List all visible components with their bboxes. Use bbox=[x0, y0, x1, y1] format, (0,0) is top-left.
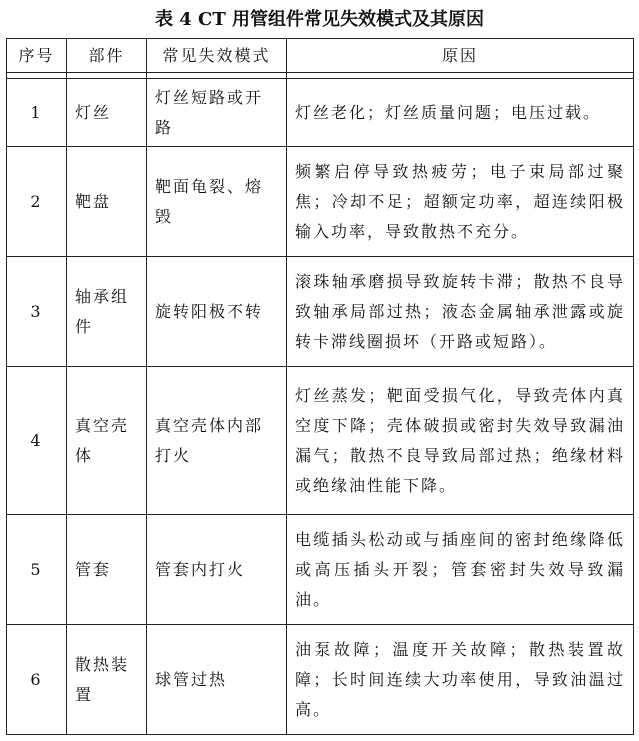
row-no: 6 bbox=[7, 625, 67, 735]
row-mode: 旋转阳极不转 bbox=[147, 257, 287, 367]
row-mode: 球管过热 bbox=[147, 625, 287, 735]
header-part: 部件 bbox=[67, 39, 147, 73]
row-part: 管套 bbox=[67, 515, 147, 625]
row-part: 散热装置 bbox=[67, 625, 147, 735]
table-row bbox=[7, 367, 634, 515]
row-no: 3 bbox=[7, 257, 67, 367]
row-cause: 电缆插头松动或与插座间的密封绝缘降低或高压插头开裂；管套密封失效导致漏油。 bbox=[287, 515, 634, 625]
header-cause: 原因 bbox=[287, 39, 634, 73]
row-mode: 灯丝短路或开路 bbox=[147, 79, 287, 147]
table-row bbox=[7, 257, 634, 367]
table-row bbox=[7, 625, 634, 735]
row-cause: 灯丝蒸发；靶面受损气化，导致壳体内真空度下降；壳体破损或密封失效导致漏油漏气；散热不良导致局部过热；绝缘材料或绝缘油性能下降。 bbox=[287, 367, 634, 515]
row-part: 轴承组件 bbox=[67, 257, 147, 367]
row-mode: 管套内打火 bbox=[147, 515, 287, 625]
row-part: 靶盘 bbox=[67, 147, 147, 257]
table-row bbox=[7, 147, 634, 257]
row-no: 1 bbox=[7, 79, 67, 147]
row-no: 4 bbox=[7, 367, 67, 515]
table-row bbox=[7, 515, 634, 625]
row-cause: 灯丝老化；灯丝质量问题；电压过载。 bbox=[287, 79, 634, 147]
header-row bbox=[7, 39, 634, 73]
header-mode: 常见失效模式 bbox=[147, 39, 287, 73]
row-part: 灯丝 bbox=[67, 79, 147, 147]
row-mode: 靶面龟裂、熔毁 bbox=[147, 147, 287, 257]
table-title: 表 4 CT 用管组件常见失效模式及其原因 bbox=[154, 9, 485, 30]
row-no: 5 bbox=[7, 515, 67, 625]
row-mode: 真空壳体内部打火 bbox=[147, 367, 287, 515]
header-no: 序号 bbox=[7, 39, 67, 73]
row-cause: 油泵故障；温度开关故障；散热装置故障；长时间连续大功率使用，导致油温过高。 bbox=[287, 625, 634, 735]
row-cause: 频繁启停导致热疲劳；电子束局部过聚焦；冷却不足；超额定功率，超连续阳极输入功率，导致散热不充分。 bbox=[287, 147, 634, 257]
row-no: 2 bbox=[7, 147, 67, 257]
row-cause: 滚珠轴承磨损导致旋转卡滞；散热不良导致轴承局部过热；液态金属轴承泄露或旋转卡滞线圈损坏（开路或短路）。 bbox=[287, 257, 634, 367]
table-row bbox=[7, 79, 634, 147]
row-part: 真空壳体 bbox=[67, 367, 147, 515]
failure-mode-table bbox=[6, 38, 634, 735]
